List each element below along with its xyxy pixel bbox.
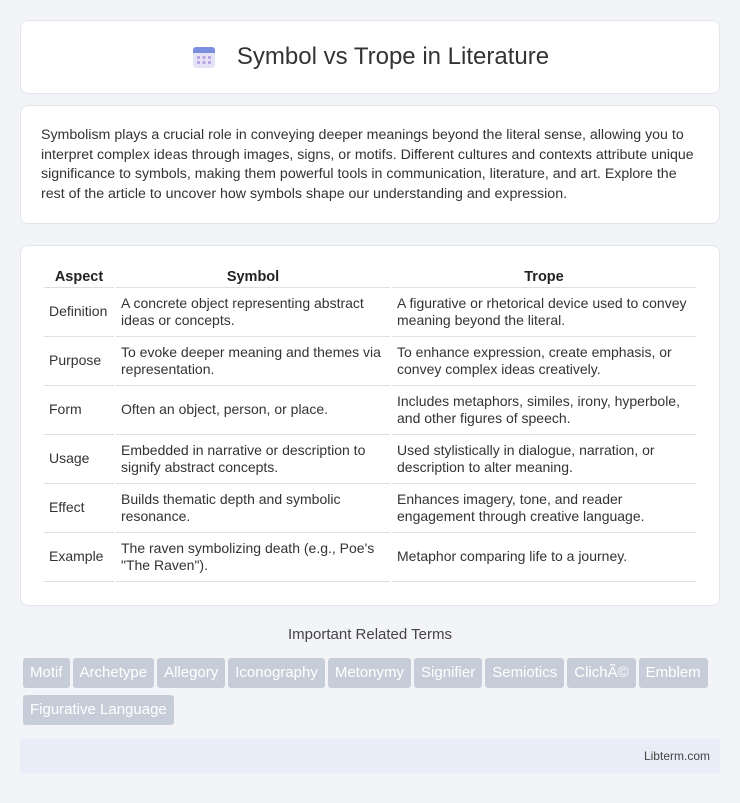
tag-figurative-language[interactable]: Figurative Language: [23, 695, 174, 725]
table-cell-aspect: Example: [44, 533, 114, 582]
column-header-symbol: Symbol: [116, 266, 390, 288]
table-row: [44, 533, 696, 582]
intro-card: [20, 105, 720, 224]
footer: [20, 739, 720, 773]
table-row: [44, 386, 696, 435]
footer-site-link[interactable]: Libterm.com: [643, 749, 710, 763]
tag-iconography[interactable]: Iconography: [228, 658, 325, 688]
related-terms-list: [23, 658, 723, 732]
table-cell-aspect: Form: [44, 386, 114, 435]
table-row: [44, 288, 696, 337]
table-cell-trope: To enhance expression, create emphasis, or convey complex ideas creatively.: [392, 337, 696, 386]
tag-allegory[interactable]: Allegory: [157, 658, 225, 688]
intro-text: Symbolism plays a crucial role in conveying deeper meanings beyond the literal sense, allowing you to interpret complex ideas through images, signs, or motifs. Different cultures and contexts attribute unique significance to symbols, making them powerful tools in communication, literature, and art. Explore the rest of the article to uncover how symbols shape our understanding and expression.: [41, 127, 694, 202]
table-row: [44, 337, 696, 386]
tag-emblem[interactable]: Emblem: [639, 658, 708, 688]
table-cell-aspect: Effect: [44, 484, 114, 533]
table-cell-aspect: Usage: [44, 435, 114, 484]
table-cell-trope: Enhances imagery, tone, and reader engagement through creative language.: [392, 484, 696, 533]
column-header-trope: Trope: [392, 266, 696, 288]
table-cell-symbol: Builds thematic depth and symbolic resonance.: [116, 484, 390, 533]
calendar-icon: [191, 44, 217, 70]
table-row: [44, 435, 696, 484]
tag-signifier[interactable]: Signifier: [414, 658, 482, 688]
related-terms-title: Important Related Terms: [288, 626, 452, 643]
tag-metonymy[interactable]: Metonymy: [328, 658, 411, 688]
table-cell-symbol: The raven symbolizing death (e.g., Poe's "The Raven").: [116, 533, 390, 582]
table-cell-symbol: To evoke deeper meaning and themes via representation.: [116, 337, 390, 386]
table-row: [44, 484, 696, 533]
comparison-table-card: [20, 245, 720, 606]
tag-motif[interactable]: Motif: [23, 658, 70, 688]
header-card: [20, 20, 720, 94]
table-cell-trope: A figurative or rhetorical device used to convey meaning beyond the literal.: [392, 288, 696, 337]
tag-semiotics[interactable]: Semiotics: [485, 658, 564, 688]
table-cell-symbol: A concrete object representing abstract ideas or concepts.: [116, 288, 390, 337]
comparison-table: [42, 266, 698, 582]
table-cell-aspect: Definition: [44, 288, 114, 337]
tag-cliche[interactable]: ClichÃ©: [567, 658, 635, 688]
table-cell-trope: Includes metaphors, similes, irony, hyperbole, and other figures of speech.: [392, 386, 696, 435]
table-cell-aspect: Purpose: [44, 337, 114, 386]
column-header-aspect: Aspect: [44, 266, 114, 288]
table-cell-trope: Used stylistically in dialogue, narration, or description to alter meaning.: [392, 435, 696, 484]
tag-archetype[interactable]: Archetype: [73, 658, 155, 688]
table-header-row: [44, 266, 696, 288]
table-cell-trope: Metaphor comparing life to a journey.: [392, 533, 696, 582]
page-title: Symbol vs Trope in Literature: [236, 43, 550, 70]
table-cell-symbol: Embedded in narrative or description to signify abstract concepts.: [116, 435, 390, 484]
table-cell-symbol: Often an object, person, or place.: [116, 386, 390, 435]
